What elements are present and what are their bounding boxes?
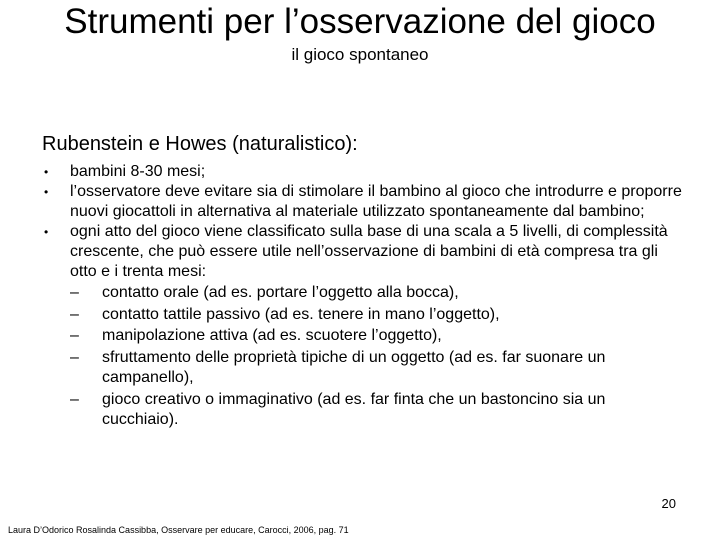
dash-icon: – [70,284,79,301]
bullet-icon: • [44,225,49,239]
bullet-icon: • [44,165,49,179]
sub-item-text: gioco creativo o immaginativo (ad es. far finta che un bastoncino sia un cucchiaio). [102,390,606,428]
sub-item [70,305,677,326]
bullet-item [0,222,685,431]
sub-item [70,348,677,389]
footer-citation: Laura D’Odorico Rosalinda Cassibba, Osservare per educare, Carocci, 2006, pag. 71 [8,525,349,535]
bullet-text: bambini 8-30 mesi; [70,163,206,180]
dash-icon: – [70,348,79,366]
sub-item-text: contatto tattile passivo (ad es. tenere in mano l’oggetto), [102,305,500,323]
sub-list [70,283,685,431]
sub-item-text: manipolazione attiva (ad es. scuotere l’oggetto), [102,327,442,344]
slide-title: Strumenti per l’osservazione del gioco [64,2,656,41]
sub-item [70,283,677,304]
bullet-text: ogni atto del gioco viene classificato sulla base di una scala a 5 livelli, di complessità crescente, che può essere utile nell’osservazione di bambini di età compresa tra gli otto e i trenta mesi: [70,223,668,280]
slide-subtitle: il gioco spontaneo [291,45,429,64]
sub-item-text: sfruttamento delle proprietà tipiche di un oggetto (ad es. far suonare un campanello), [102,348,606,386]
section-heading: Rubenstein e Howes (naturalistico): [42,133,358,155]
dash-icon: – [70,305,79,323]
bullet-icon: • [44,185,49,199]
bullet-text: l’osservatore deve evitare sia di stimolare il bambino al gioco che introdurre e proporre nuovi giocattoli in alternativa al materiale utilizzato spontaneamente dal bambino; [70,183,682,220]
bullet-item [0,162,685,182]
sub-item-text: contatto orale (ad es. portare l’oggetto alla bocca), [102,284,459,301]
dash-icon: – [70,390,79,408]
bullet-item [0,182,685,222]
bullet-list [0,162,720,431]
page-number: 20 [661,496,676,511]
sub-item [70,390,677,431]
dash-icon: – [70,327,79,344]
sub-item [70,326,677,347]
